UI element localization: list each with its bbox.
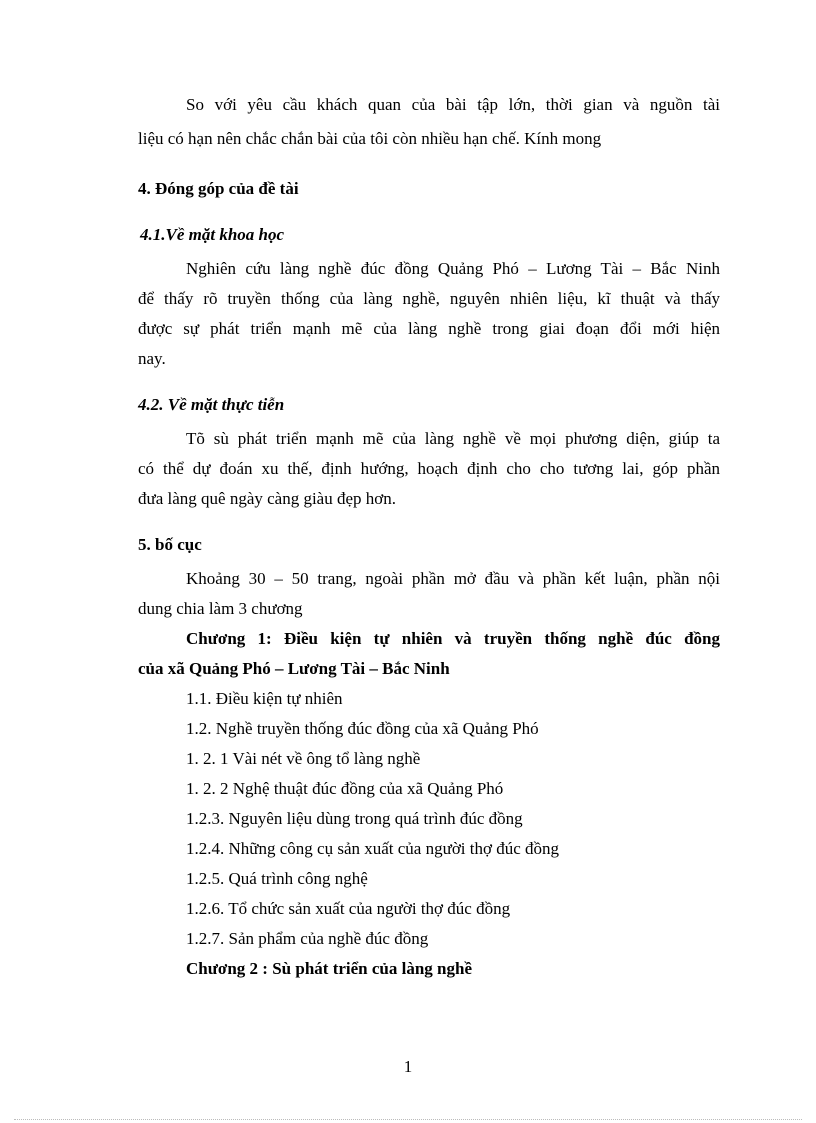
outline-item: 1.2.6. Tổ chức sản xuất của người thợ đúc đồng xyxy=(186,899,511,918)
page-bottom-divider xyxy=(14,1119,802,1120)
outline-item: 1.2.5. Quá trình công nghệ xyxy=(186,869,368,888)
section-4-2-line-2: có thể dự đoán xu thế, định hướng, hoạch định cho cho tương lai, góp phần xyxy=(138,459,720,478)
section-4-2-line-3: đưa làng quê ngày càng giàu đẹp hơn. xyxy=(138,489,397,508)
outline-item: 1. 2. 1 Vài nét về ông tổ làng nghề xyxy=(186,749,421,768)
intro-line-2: liệu có hạn nên chắc chắn bài của tôi còn nhiều hạn chế. Kính mong xyxy=(138,129,602,148)
section-4-1-line-3: được sự phát triển mạnh mẽ của làng nghề trong giai đoạn đổi mới hiện xyxy=(138,319,720,338)
chapter-1-title-line-2: của xã Quảng Phó – Lương Tài – Bắc Ninh xyxy=(138,659,450,678)
section-4-heading: 4. Đóng góp của đề tài xyxy=(138,179,299,198)
section-4-1-line-2: để thấy rõ truyền thống của làng nghề, nguyên nhiên liệu, kĩ thuật và thấy xyxy=(138,289,720,308)
section-4-2-heading: 4.2. Về mặt thực tiễn xyxy=(138,395,285,414)
outline-item: 1.2. Nghề truyền thống đúc đồng của xã Quảng Phó xyxy=(186,719,539,738)
outline-item: 1.2.4. Những công cụ sản xuất của người thợ đúc đồng xyxy=(186,839,560,858)
section-5-line-1: Khoảng 30 – 50 trang, ngoài phần mở đầu và phần kết luận, phần nội xyxy=(186,569,720,588)
intro-line-1: So với yêu cầu khách quan của bài tập lớn, thời gian và nguồn tài xyxy=(186,95,720,114)
outline-item: 1.2.7. Sản phẩm của nghề đúc đồng xyxy=(186,929,429,948)
section-4-1-heading: 4.1.Về mặt khoa học xyxy=(140,225,285,244)
outline-item: 1.1. Điều kiện tự nhiên xyxy=(186,689,343,708)
chapter-2-title: Chương 2 : Sù phát triển của làng nghề xyxy=(186,959,473,978)
section-4-1-line-4: nay. xyxy=(138,349,166,368)
chapter-1-title-line-1: Chương 1: Điều kiện tự nhiên và truyền thống nghề đúc đồng xyxy=(186,629,720,648)
section-5-line-2: dung chia làm 3 chương xyxy=(138,599,303,618)
section-4-1-line-1: Nghiên cứu làng nghề đúc đồng Quảng Phó – Lương Tài – Bắc Ninh xyxy=(186,259,720,278)
outline-item: 1. 2. 2 Nghệ thuật đúc đồng của xã Quảng Phó xyxy=(186,779,504,798)
outline-item: 1.2.3. Nguyên liệu dùng trong quá trình đúc đồng xyxy=(186,809,523,828)
section-4-2-line-1: Tõ sù phát triển mạnh mẽ của làng nghề về mọi phương diện, giúp ta xyxy=(186,429,720,448)
section-5-heading: 5. bố cục xyxy=(138,535,202,554)
page-number: 1 xyxy=(403,1057,413,1076)
